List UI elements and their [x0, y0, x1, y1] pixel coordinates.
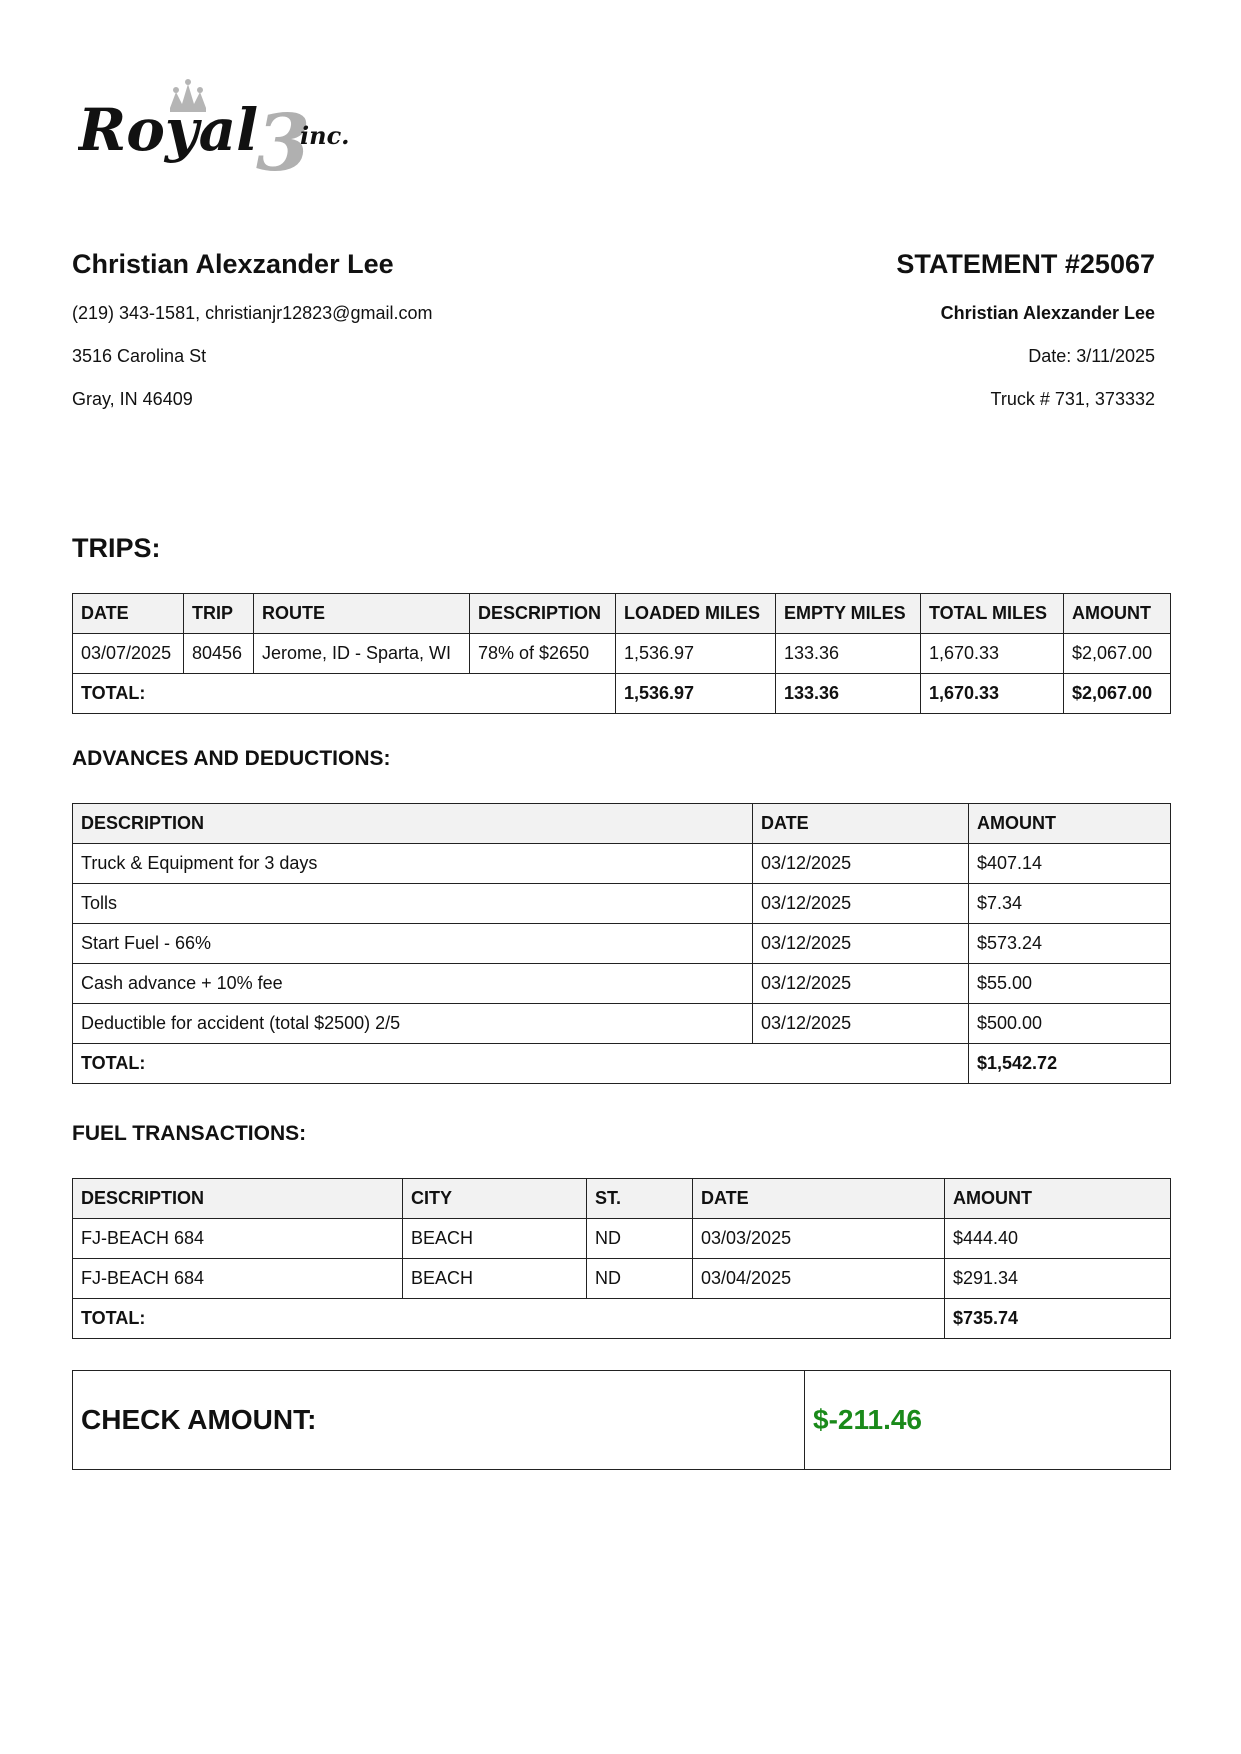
- trips-total-amount: $2,067.00: [1064, 674, 1171, 714]
- trip-total-miles: 1,670.33: [921, 634, 1064, 674]
- fuel-col-description: DESCRIPTION: [73, 1179, 403, 1219]
- deduction-description: Deductible for accident (total $2500) 2/5: [73, 1004, 753, 1044]
- table-row: [73, 924, 1171, 964]
- deduction-date: 03/12/2025: [753, 1004, 969, 1044]
- fuel-amount: $291.34: [945, 1259, 1171, 1299]
- logo-wordmark-inc: inc.: [300, 121, 350, 150]
- table-row: [73, 1219, 1171, 1259]
- check-amount-row: [73, 1371, 1171, 1470]
- deduction-amount: $573.24: [969, 924, 1171, 964]
- trips-title: TRIPS:: [72, 533, 161, 563]
- fuel-total-row: [73, 1299, 1171, 1339]
- check-amount-value: $-211.46: [805, 1371, 1171, 1470]
- trip-route: Jerome, ID - Sparta, WI: [254, 634, 470, 674]
- statement-date: Date: 3/11/2025: [1028, 346, 1155, 366]
- fuel-state: ND: [587, 1219, 693, 1259]
- deduction-amount: $407.14: [969, 844, 1171, 884]
- fuel-title: FUEL TRANSACTIONS:: [72, 1122, 307, 1145]
- royal3-logo-graphic: [78, 78, 378, 188]
- trips-total-loaded: 1,536.97: [616, 674, 776, 714]
- fuel-total-label: TOTAL:: [73, 1299, 945, 1339]
- table-row: [73, 1004, 1171, 1044]
- trips-col-description: DESCRIPTION: [470, 594, 616, 634]
- deduction-date: 03/12/2025: [753, 964, 969, 1004]
- deductions-total-label: TOTAL:: [73, 1044, 969, 1084]
- deduction-description: Tolls: [73, 884, 753, 924]
- driver-info: [72, 248, 632, 410]
- table-row: [73, 844, 1171, 884]
- logo-wordmark-3: 3: [256, 98, 311, 188]
- check-amount-box: [72, 1370, 1171, 1470]
- trips-col-trip: TRIP: [184, 594, 254, 634]
- deductions-header-row: [73, 804, 1171, 844]
- deductions-col-amount: AMOUNT: [969, 804, 1171, 844]
- trips-col-total-miles: TOTAL MILES: [921, 594, 1064, 634]
- trips-col-amount: AMOUNT: [1064, 594, 1171, 634]
- deductions-total-row: [73, 1044, 1171, 1084]
- fuel-city: BEACH: [403, 1259, 587, 1299]
- trip-number: 80456: [184, 634, 254, 674]
- check-amount-label: CHECK AMOUNT:: [73, 1371, 805, 1470]
- trip-loaded-miles: 1,536.97: [616, 634, 776, 674]
- statement-info: [595, 248, 1155, 410]
- statement-name: Christian Alexzander Lee: [940, 303, 1155, 323]
- fuel-col-city: CITY: [403, 1179, 587, 1219]
- deduction-date: 03/12/2025: [753, 884, 969, 924]
- deduction-amount: $55.00: [969, 964, 1171, 1004]
- deduction-amount: $7.34: [969, 884, 1171, 924]
- fuel-city: BEACH: [403, 1219, 587, 1259]
- trip-description: 78% of $2650: [470, 634, 616, 674]
- trips-header-row: [73, 594, 1171, 634]
- deduction-date: 03/12/2025: [753, 924, 969, 964]
- trips-total-row: [73, 674, 1171, 714]
- trips-col-date: DATE: [73, 594, 184, 634]
- fuel-state: ND: [587, 1259, 693, 1299]
- driver-contact: (219) 343-1581, christianjr12823@gmail.com: [72, 303, 433, 323]
- logo-wordmark-royal: Royal: [78, 96, 259, 164]
- fuel-amount: $444.40: [945, 1219, 1171, 1259]
- deduction-amount: $500.00: [969, 1004, 1171, 1044]
- table-row: [73, 634, 1171, 674]
- table-row: [73, 964, 1171, 1004]
- statement-title: STATEMENT #25067: [896, 249, 1155, 279]
- trips-col-loaded-miles: LOADED MILES: [616, 594, 776, 634]
- company-logo: [78, 78, 378, 188]
- fuel-header-row: [73, 1179, 1171, 1219]
- fuel-col-state: ST.: [587, 1179, 693, 1219]
- fuel-description: FJ-BEACH 684: [73, 1219, 403, 1259]
- trip-empty-miles: 133.36: [776, 634, 921, 674]
- trips-total-miles: 1,670.33: [921, 674, 1064, 714]
- driver-address-line2: Gray, IN 46409: [72, 389, 193, 409]
- trips-total-empty: 133.36: [776, 674, 921, 714]
- table-row: [73, 884, 1171, 924]
- deduction-description: Cash advance + 10% fee: [73, 964, 753, 1004]
- driver-name: Christian Alexzander Lee: [72, 249, 394, 279]
- deductions-table: [72, 803, 1171, 1084]
- trips-col-empty-miles: EMPTY MILES: [776, 594, 921, 634]
- fuel-col-amount: AMOUNT: [945, 1179, 1171, 1219]
- fuel-date: 03/04/2025: [693, 1259, 945, 1299]
- deductions-col-description: DESCRIPTION: [73, 804, 753, 844]
- trips-col-route: ROUTE: [254, 594, 470, 634]
- fuel-description: FJ-BEACH 684: [73, 1259, 403, 1299]
- deductions-title: ADVANCES AND DEDUCTIONS:: [72, 747, 391, 770]
- table-row: [73, 1259, 1171, 1299]
- deduction-description: Truck & Equipment for 3 days: [73, 844, 753, 884]
- deductions-col-date: DATE: [753, 804, 969, 844]
- trips-total-label: TOTAL:: [73, 674, 616, 714]
- driver-address-line1: 3516 Carolina St: [72, 346, 207, 366]
- trips-table: [72, 593, 1171, 714]
- deductions-total-amount: $1,542.72: [969, 1044, 1171, 1084]
- trip-amount: $2,067.00: [1064, 634, 1171, 674]
- deduction-description: Start Fuel - 66%: [73, 924, 753, 964]
- fuel-table: [72, 1178, 1171, 1339]
- statement-truck: Truck # 731, 373332: [990, 389, 1155, 409]
- fuel-date: 03/03/2025: [693, 1219, 945, 1259]
- fuel-col-date: DATE: [693, 1179, 945, 1219]
- deduction-date: 03/12/2025: [753, 844, 969, 884]
- trip-date: 03/07/2025: [73, 634, 184, 674]
- fuel-total-amount: $735.74: [945, 1299, 1171, 1339]
